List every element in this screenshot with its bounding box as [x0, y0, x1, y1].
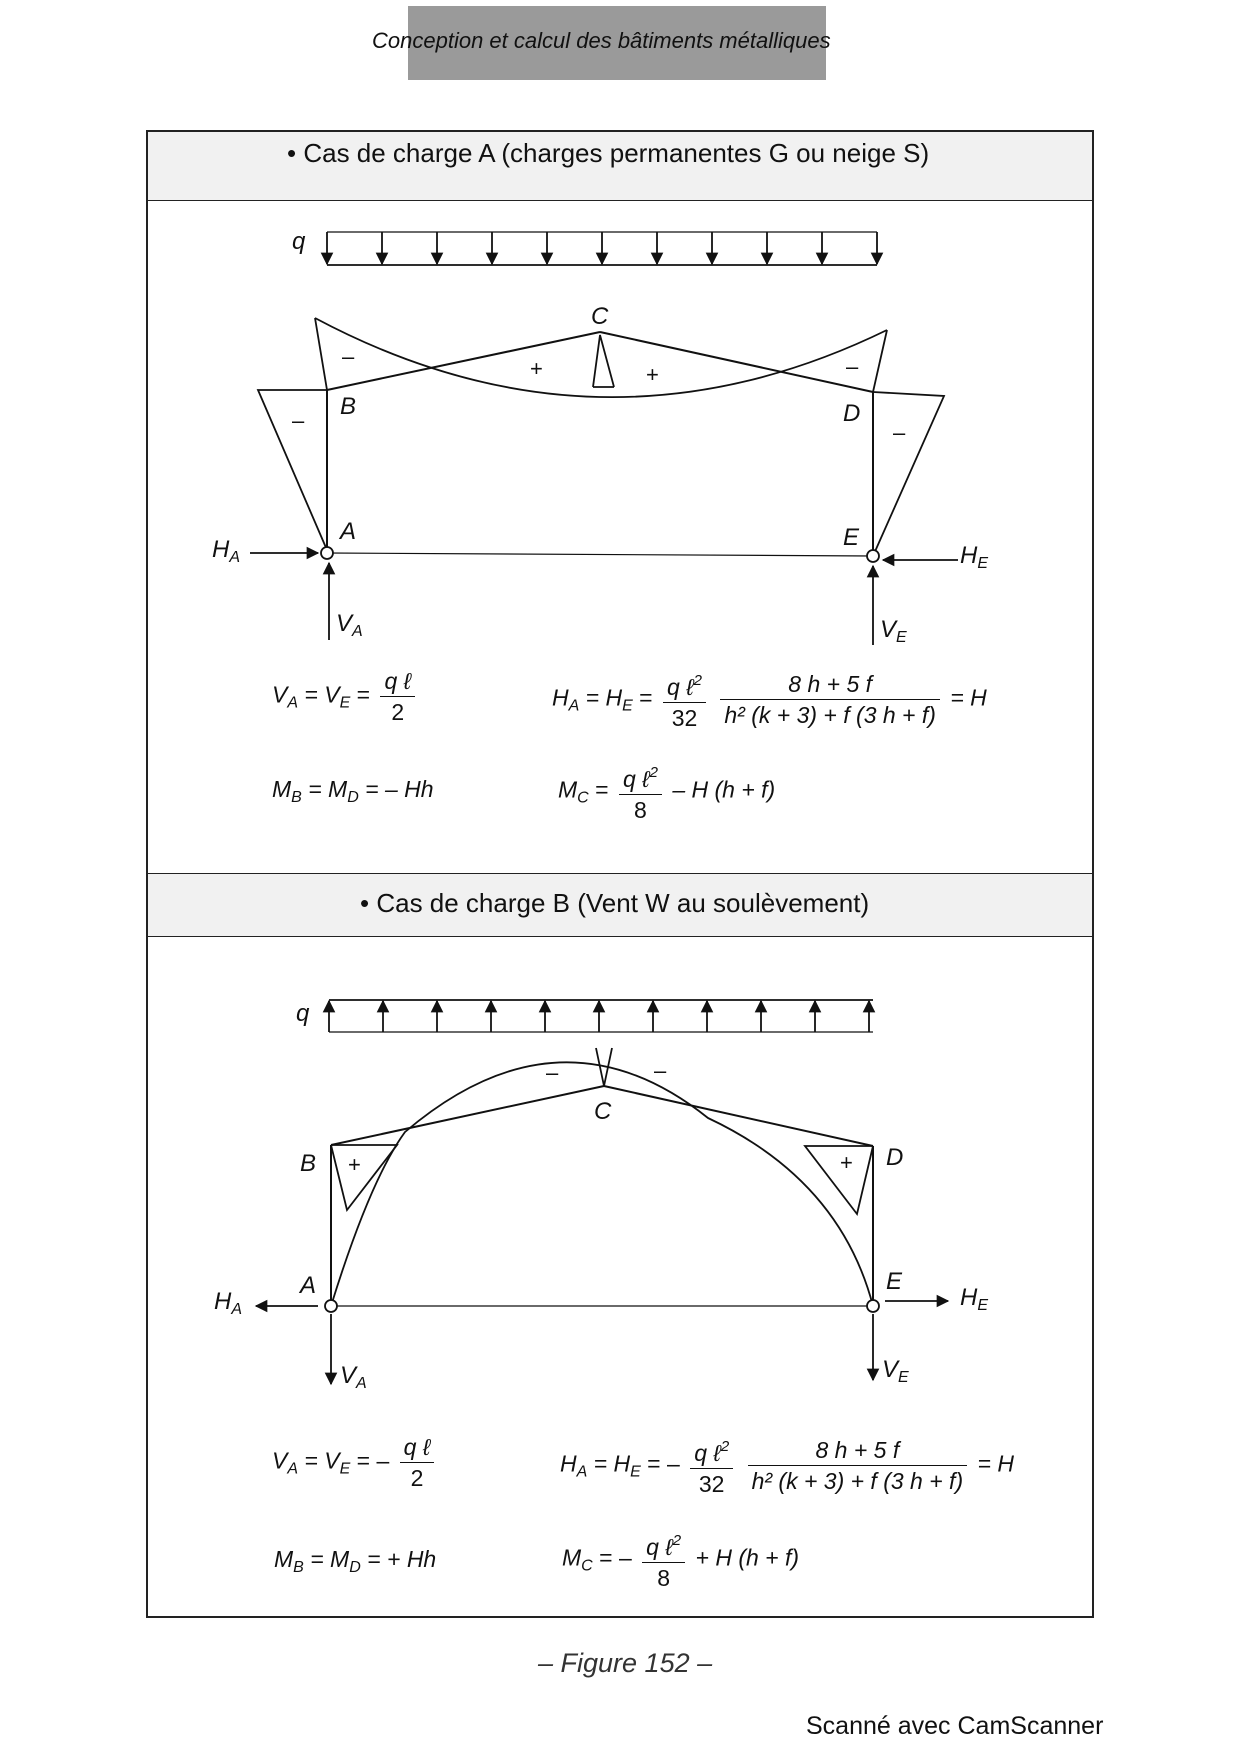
case-a-formula-v: $V_A = V_E$ = $\frac{\text{q ℓ}}{2}$	[272, 666, 419, 727]
case-b-support-e	[867, 1300, 879, 1312]
case-b-formula-mb: $M_B = M_D$ = + Hh	[274, 1546, 437, 1576]
case-b-load-label: q	[296, 1000, 310, 1027]
case-b-distributed-load	[329, 1000, 873, 1032]
case-b-formula-v: $V_A = V_E$ = – $\frac{\text{q ℓ}}{2}$	[272, 1432, 438, 1493]
case-a-formula-mc: $M_C$ = $\frac{q \ell^2}{8}$ – H (h + f)	[558, 758, 775, 825]
case-b-point-d: D	[886, 1144, 904, 1171]
case-a-sign-minus-left-rafter: –	[342, 344, 355, 369]
case-a-sign-minus-right-rafter: –	[846, 354, 859, 379]
case-a-label-ve: $V_E$	[880, 616, 907, 646]
case-a-sign-minus-right-column: –	[893, 420, 906, 445]
case-b-sign-minus-right: –	[654, 1058, 667, 1083]
header-title: Conception et calcul des bâtiments métalliques	[372, 28, 831, 53]
case-b-label-ve: $V_E$	[882, 1356, 909, 1386]
case-a-sign-plus-right: +	[646, 362, 659, 387]
case-a-diagram	[250, 232, 958, 645]
case-b-sign-plus-right: +	[840, 1150, 853, 1175]
case-b-label-he: $H_E$	[960, 1284, 989, 1314]
case-a-label-ha: $H_A$	[212, 536, 241, 566]
case-a-support-a	[321, 547, 333, 559]
case-a-sign-plus-left: +	[530, 356, 543, 381]
case-a-title: • Cas de charge A (charges permanentes G ou neige S)	[287, 138, 930, 168]
case-a-frame-members	[327, 332, 873, 556]
case-a-moment-diagram	[258, 318, 944, 556]
case-a-point-e: E	[843, 524, 860, 551]
case-b-point-a: A	[300, 1272, 317, 1299]
case-b-formula-mc: $M_C$ = – $\frac{q \ell^2}{8}$ + H (h + f)	[562, 1526, 799, 1593]
case-b-support-a	[325, 1300, 337, 1312]
case-b-point-e: E	[886, 1268, 903, 1295]
case-a-label-he: $H_E$	[960, 542, 989, 572]
case-a-point-d: D	[843, 400, 861, 427]
case-a-formula-h: $H_A = H_E$ = $\frac{q \ell^2}{32}$ $\frac{8 h + 5 f}{\text{h² (k + 3) + f (3 h + f)}}$ = H	[552, 666, 987, 733]
scanner-watermark: Scanné avec CamScanner	[806, 1712, 1104, 1740]
case-b-sign-plus-left: +	[348, 1152, 361, 1177]
case-b-point-b: B	[300, 1150, 317, 1177]
case-b-diagram	[256, 1000, 948, 1384]
case-b-label-va: $V_A$	[340, 1362, 367, 1392]
case-b-formula-h: $H_A = H_E$ = – $\frac{q \ell^2}{32}$ $\frac{8 h + 5 f}{\text{h² (k + 3) + f (3 h + f)}}$ = H	[560, 1432, 1014, 1499]
case-a-label-va: $V_A$	[336, 610, 363, 640]
case-a-distributed-load	[327, 232, 877, 265]
case-b-point-c: C	[594, 1098, 612, 1125]
case-b-title: • Cas de charge B (Vent W au soulèvement)	[360, 888, 870, 918]
case-a-point-b: B	[340, 393, 357, 420]
case-a-load-label: q	[292, 228, 306, 255]
case-a-point-a: A	[340, 518, 357, 545]
case-a-sign-minus-left-column: –	[292, 408, 305, 433]
case-a-support-e	[867, 550, 879, 562]
case-a-point-c: C	[591, 303, 609, 330]
case-b-sign-minus-left: –	[546, 1060, 559, 1085]
case-b-label-ha: $H_A$	[214, 1288, 243, 1318]
case-a-formula-mb: $M_B = M_D$ = – Hh	[272, 776, 434, 806]
figure-caption: – Figure 152 –	[538, 1648, 713, 1678]
